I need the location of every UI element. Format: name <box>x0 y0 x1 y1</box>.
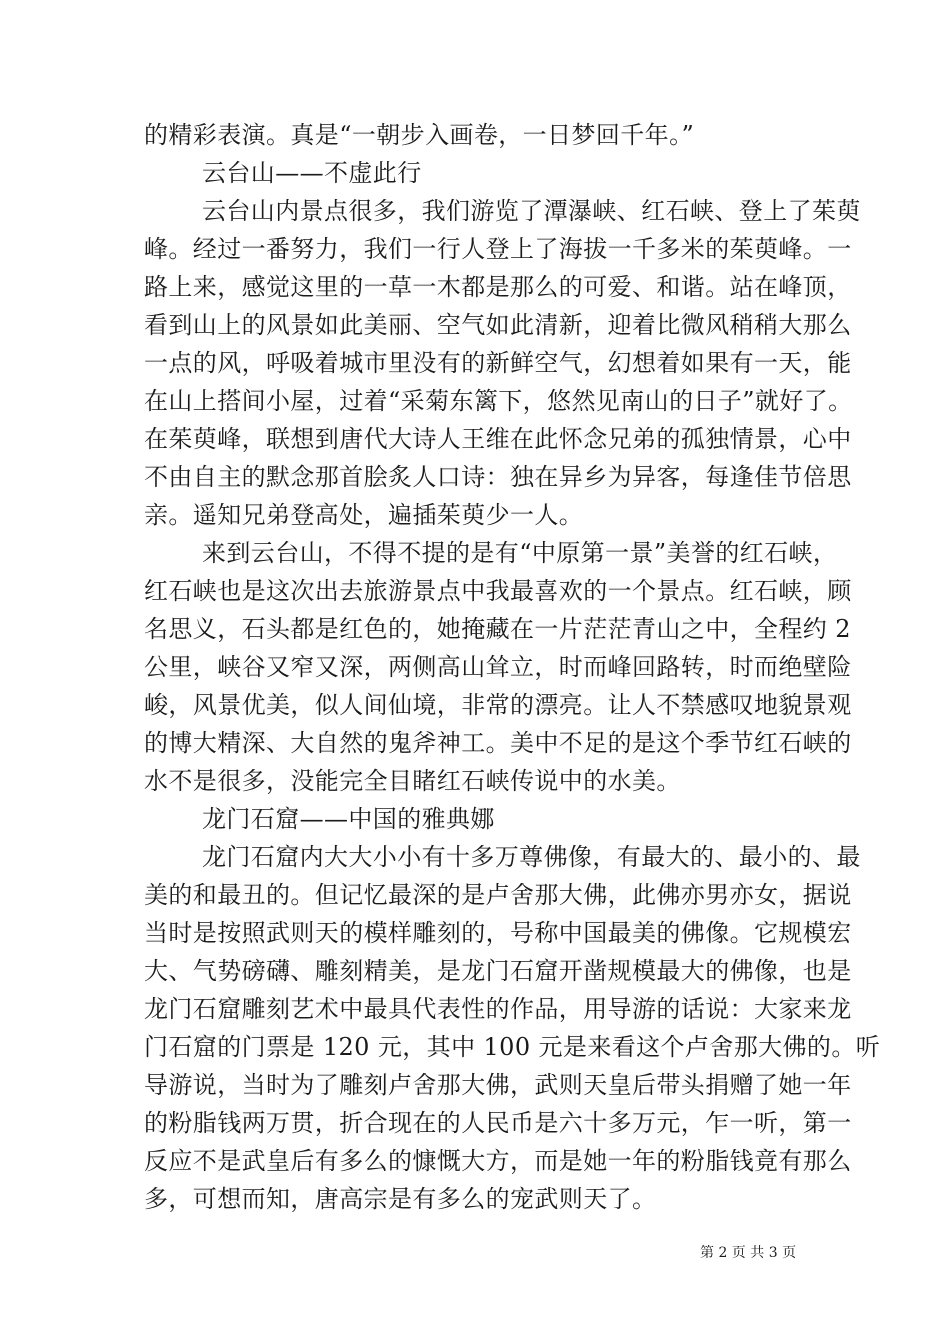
page-number-footer: 第 2 页 共 3 页 <box>700 1245 797 1261</box>
text-line: 反应不是武皇后有多么的慷慨大方，而是她一年的粉脂钱竟有那么 <box>144 1147 852 1175</box>
text-line: 路上来，感觉这里的一草一木都是那么的可爱、和谐。站在峰顶， <box>144 273 852 301</box>
text-line: 多，可想而知，唐高宗是有多么的宠武则天了。 <box>144 1185 657 1213</box>
text-line: 在茱萸峰，联想到唐代大诗人王维在此怀念兄弟的孤独情景，心中 <box>144 425 852 453</box>
text-line: 门石窟的门票是 120 元，其中 100 元是来看这个卢舍那大佛的。听 <box>144 1033 881 1061</box>
text-line: 峰。经过一番努力，我们一行人登上了海拔一千多米的茱萸峰。一 <box>144 235 852 263</box>
text-line: 不由自主的默念那首脍炙人口诗：独在异乡为异客，每逢佳节倍思 <box>144 463 852 491</box>
section-heading-yuntaishan: 云台山——不虚此行 <box>202 159 422 187</box>
text-line: 大、气势磅礴、雕刻精美，是龙门石窟开凿规模最大的佛像，也是 <box>144 957 852 985</box>
text-line: 的博大精深、大自然的鬼斧神工。美中不足的是这个季节红石峡的 <box>144 729 852 757</box>
text-line: 龙门石窟内大大小小有十多万尊佛像，有最大的、最小的、最 <box>202 843 861 871</box>
text-line: 龙门石窟雕刻艺术中最具代表性的作品，用导游的话说：大家来龙 <box>144 995 852 1023</box>
text-line: 峻，风景优美，似人间仙境，非常的漂亮。让人不禁感叹地貌景观 <box>144 691 852 719</box>
text-line: 公里，峡谷又窄又深，两侧高山耸立，时而峰回路转，时而绝壁险 <box>144 653 852 681</box>
text-line: 看到山上的风景如此美丽、空气如此清新，迎着比微风稍稍大那么 <box>144 311 852 339</box>
text-line: 导游说，当时为了雕刻卢舍那大佛，武则天皇后带头捐赠了她一年 <box>144 1071 852 1099</box>
text-line: 水不是很多，没能完全目睹红石峡传说中的水美。 <box>144 767 681 795</box>
text-line: 红石峡也是这次出去旅游景点中我最喜欢的一个景点。红石峡，顾 <box>144 577 852 605</box>
section-heading-longmen: 龙门石窟——中国的雅典娜 <box>202 805 495 833</box>
text-line: 在山上搭间小屋，过着“采菊东篱下，悠然见南山的日子”就好了。 <box>144 387 853 415</box>
text-line: 来到云台山，不得不提的是有“中原第一景”美誉的红石峡， <box>202 539 838 567</box>
text-line: 的粉脂钱两万贯，折合现在的人民币是六十多万元，乍一听，第一 <box>144 1109 852 1137</box>
text-line: 当时是按照武则天的模样雕刻的，号称中国最美的佛像。它规模宏 <box>144 919 852 947</box>
text-line: 云台山内景点很多，我们游览了潭瀑峡、红石峡、登上了茱萸 <box>202 197 861 225</box>
text-line: 美的和最丑的。但记忆最深的是卢舍那大佛，此佛亦男亦女，据说 <box>144 881 852 909</box>
text-line: 一点的风，呼吸着城市里没有的新鲜空气，幻想着如果有一天，能 <box>144 349 852 377</box>
text-line: 亲。遥知兄弟登高处，遍插茱萸少一人。 <box>144 501 584 529</box>
text-line: 名思义，石头都是红色的，她掩藏在一片茫茫青山之中，全程约 2 <box>144 615 851 643</box>
text-line: 的精彩表演。真是“一朝步入画卷，一日梦回千年。” <box>144 121 695 149</box>
